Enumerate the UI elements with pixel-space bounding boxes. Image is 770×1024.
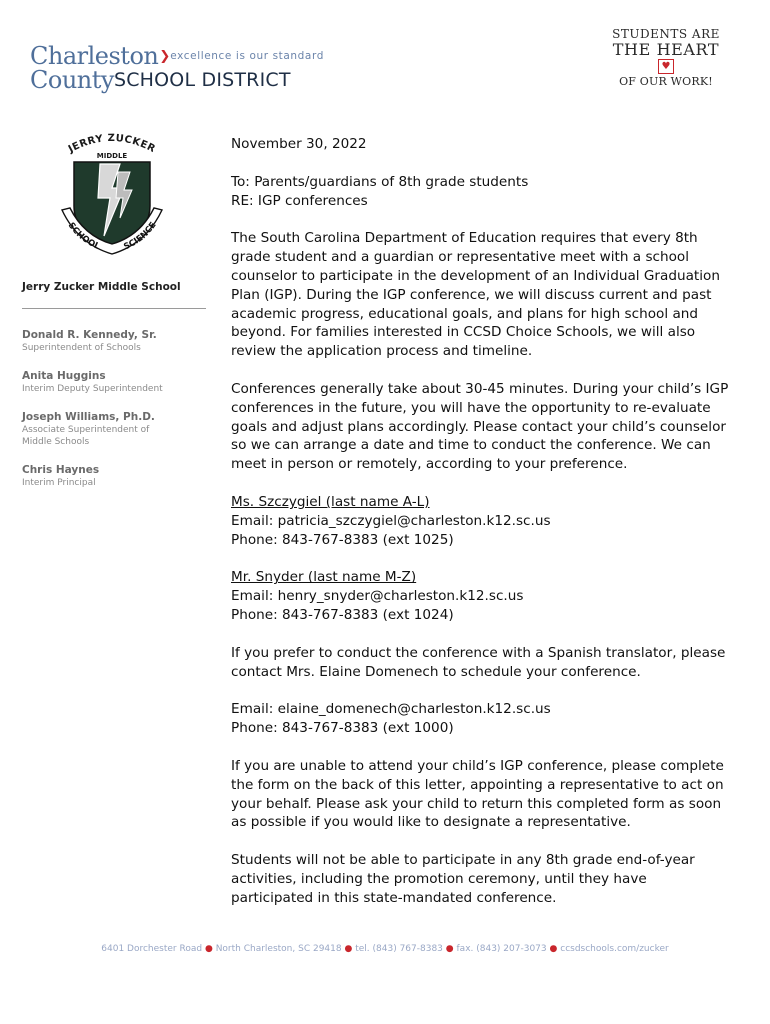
bullet-dot-icon: ● — [204, 944, 213, 954]
svg-text:SCIENCE: SCIENCE — [122, 220, 159, 253]
staff-entry — [22, 329, 212, 354]
badge-line-3: OF OUR WORK! — [619, 75, 713, 88]
letterhead-footer — [0, 944, 770, 954]
counselor-name: Ms. Szczygiel (last name A-L) — [231, 493, 430, 510]
school-name: Jerry Zucker Middle School — [22, 281, 181, 293]
paragraph-participation: Students will not be able to participate in any 8th grade end-of-year activities, including the promotion ceremony, until they have participated in this state-mandated conference. — [231, 852, 695, 906]
district-name-charleston: Charleston — [30, 42, 159, 70]
footer-city: North Charleston, SC 29418 — [215, 944, 342, 954]
bullet-dot-icon: ● — [445, 944, 454, 954]
sidebar-divider — [22, 308, 206, 309]
district-name-school-district: SCHOOL DISTRICT — [113, 69, 291, 91]
district-tagline: excellence is our standard — [170, 50, 324, 62]
counselor-phone: Phone: 843-767-8383 (ext 1024) — [231, 606, 454, 623]
paragraph-conference-length: Conferences generally take about 30-45 minutes. During your child’s IGP conferences in the future, you will have the opportunity to re-evaluate goals and adjust plans accordingly. Please contact your child’s counselor so we can arrange a date and time to conduct the conference. We can meet in person or remotely, according to your preference. — [231, 380, 729, 473]
footer-web: ccsdschools.com/zucker — [560, 944, 669, 954]
bullet-dot-icon: ● — [344, 944, 353, 954]
badge-line-2: THE HEART — [612, 40, 720, 59]
crest-middle-text: MIDDLE — [96, 152, 128, 160]
staff-title: Interim Principal — [22, 478, 96, 488]
staff-entry — [22, 370, 212, 395]
staff-name: Donald R. Kennedy, Sr. — [22, 329, 157, 341]
staff-title: Associate Superintendent of Middle Schools — [22, 425, 150, 447]
staff-title: Interim Deputy Superintendent — [22, 384, 163, 394]
staff-title: Superintendent of Schools — [22, 343, 141, 353]
translator-phone: Phone: 843-767-8383 (ext 1000) — [231, 720, 454, 737]
chevron-right-icon: ❯ — [159, 49, 171, 64]
letter-subject: RE: IGP conferences — [231, 192, 368, 209]
paragraph-spanish-translator: If you prefer to conduct the conference with a Spanish translator, please contact Mrs. Elaine Domenech to schedule your conference. — [231, 644, 726, 680]
translator-email: Email: elaine_domenech@charleston.k12.sc.us — [231, 701, 551, 718]
heart-badge — [610, 28, 722, 94]
footer-address: 6401 Dorchester Road — [101, 944, 203, 954]
badge-line-1: STUDENTS ARE — [612, 27, 720, 41]
counselor-name: Mr. Snyder (last name M-Z) — [231, 569, 417, 586]
footer-tel: tel. (843) 767-8383 — [355, 944, 443, 954]
letter-recipient: To: Parents/guardians of 8th grade students — [231, 173, 529, 190]
staff-name: Chris Haynes — [22, 464, 100, 476]
staff-name: Joseph Williams, Ph.D. — [22, 411, 155, 423]
svg-text:SCHOOL: SCHOOL — [65, 220, 102, 253]
crest-top-text: JERRY ZUCKER — [66, 132, 158, 156]
bullet-dot-icon: ● — [549, 944, 558, 954]
staff-list — [22, 329, 212, 505]
staff-name: Anita Huggins — [22, 370, 106, 382]
counselor-email: Email: henry_snyder@charleston.k12.sc.us — [231, 588, 524, 605]
staff-entry — [22, 464, 212, 489]
paragraph-representative: If you are unable to attend your child’s IGP conference, please complete the form on the back of this letter, appointing a representative to act on your behalf. Please ask your child to return this completed form as soon as possible if you would like to designate a representative. — [231, 757, 724, 831]
footer-fax: fax. (843) 207-3073 — [456, 944, 547, 954]
counselor-phone: Phone: 843-767-8383 (ext 1025) — [231, 531, 454, 548]
district-logo — [30, 42, 330, 92]
staff-entry — [22, 411, 212, 448]
school-crest-logo — [60, 126, 164, 258]
letter-date: November 30, 2022 — [231, 136, 367, 152]
letter-body — [231, 135, 731, 908]
heart-icon: ♥ — [658, 59, 674, 74]
paragraph-igp-requirement: The South Carolina Department of Education requires that every 8th grade student and a guardian or representative meet with a school counselor to participate in the development of an Individual Graduation Plan (IGP). During the IGP conference, we will discuss current and past academic progress, educational goals, and plans for high school and beyond. For families interested in CCSD Choice Schools, we will also review the application process and timeline. — [231, 230, 720, 360]
district-name-county: County — [30, 66, 114, 94]
counselor-email: Email: patricia_szczygiel@charleston.k12.sc.us — [231, 512, 551, 529]
